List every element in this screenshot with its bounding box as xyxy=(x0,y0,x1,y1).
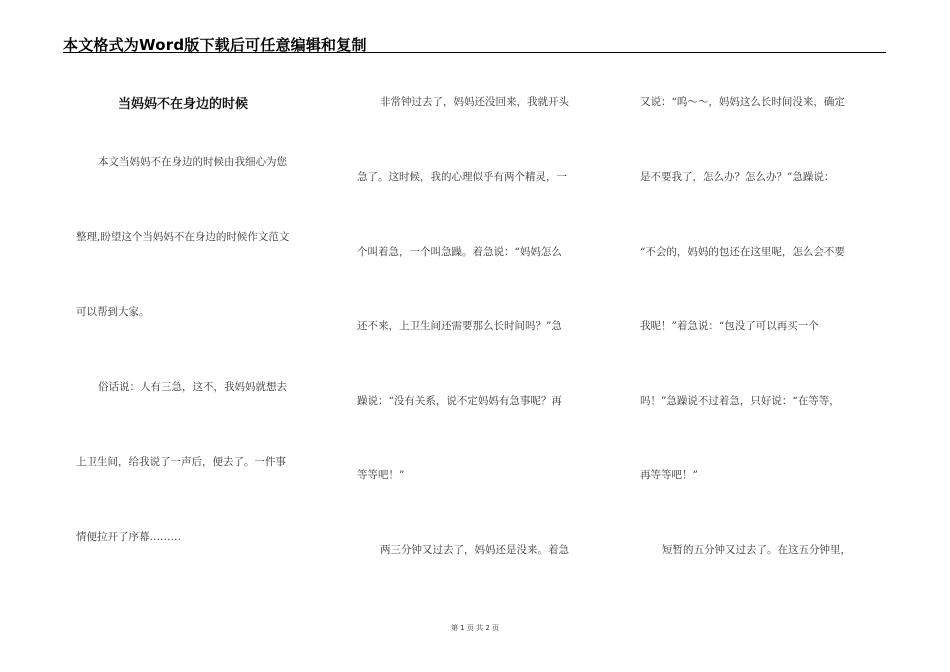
col3-line-7: 短暂的五分钟又过去了。在这五分钟里， xyxy=(662,544,851,556)
col1-line-6: 情便拉开了序幕……… xyxy=(76,531,181,543)
document-title: 当妈妈不在身边的时候 xyxy=(118,97,249,112)
header-divider xyxy=(63,52,886,53)
col1-line-4: 俗话说：人有三急，这不，我妈妈就想去 xyxy=(98,381,287,393)
col2-line-1: 非常钟过去了，妈妈还没回来，我就开头 xyxy=(380,96,569,108)
col1-line-3: 可以帮到大家。 xyxy=(76,306,150,318)
col2-line-4: 还不来，上卫生间还需要那么长时间吗？”急 xyxy=(357,320,562,332)
col2-line-5: 躁说：“没有关系，说不定妈妈有急事呢？再 xyxy=(357,395,562,407)
col3-line-3: “不会的，妈妈的包还在这里呢，怎么会不要 xyxy=(640,246,845,258)
col2-line-6: 等等吧！” xyxy=(357,469,405,481)
col3-line-4: 我呢！”着急说：“包没了可以再买一个 xyxy=(640,320,819,332)
col3-line-5: 吗！”急躁说不过着急，只好说：“在等等， xyxy=(640,395,840,407)
col3-line-6: 再等等吧！” xyxy=(640,469,698,481)
col1-line-5: 上卫生间，给我说了一声后，便去了。一件事 xyxy=(76,456,286,468)
page-number-footer: 第 1 页 共 2 页 xyxy=(450,624,500,632)
col1-line-2: 整理,盼望这个当妈妈不在身边的时候作文范文 xyxy=(76,231,290,243)
col2-line-2: 急了。这时候，我的心理似乎有两个精灵，一 xyxy=(357,171,567,183)
col3-line-1: 又说：“呜～～，妈妈这么长时间没来，确定 xyxy=(640,96,845,108)
col2-line-3: 个叫着急，一个叫急躁。着急说：“妈妈怎么 xyxy=(357,246,562,258)
col2-line-7: 两三分钟又过去了，妈妈还是没来。着急 xyxy=(380,544,569,556)
header-title: 本文格式为Word版下载后可任意编辑和复制 xyxy=(63,36,367,54)
col1-line-1: 本文当妈妈不在身边的时候由我细心为您 xyxy=(98,156,287,168)
col3-line-2: 是不要我了，怎么办？怎么办？”急躁说： xyxy=(640,171,835,183)
